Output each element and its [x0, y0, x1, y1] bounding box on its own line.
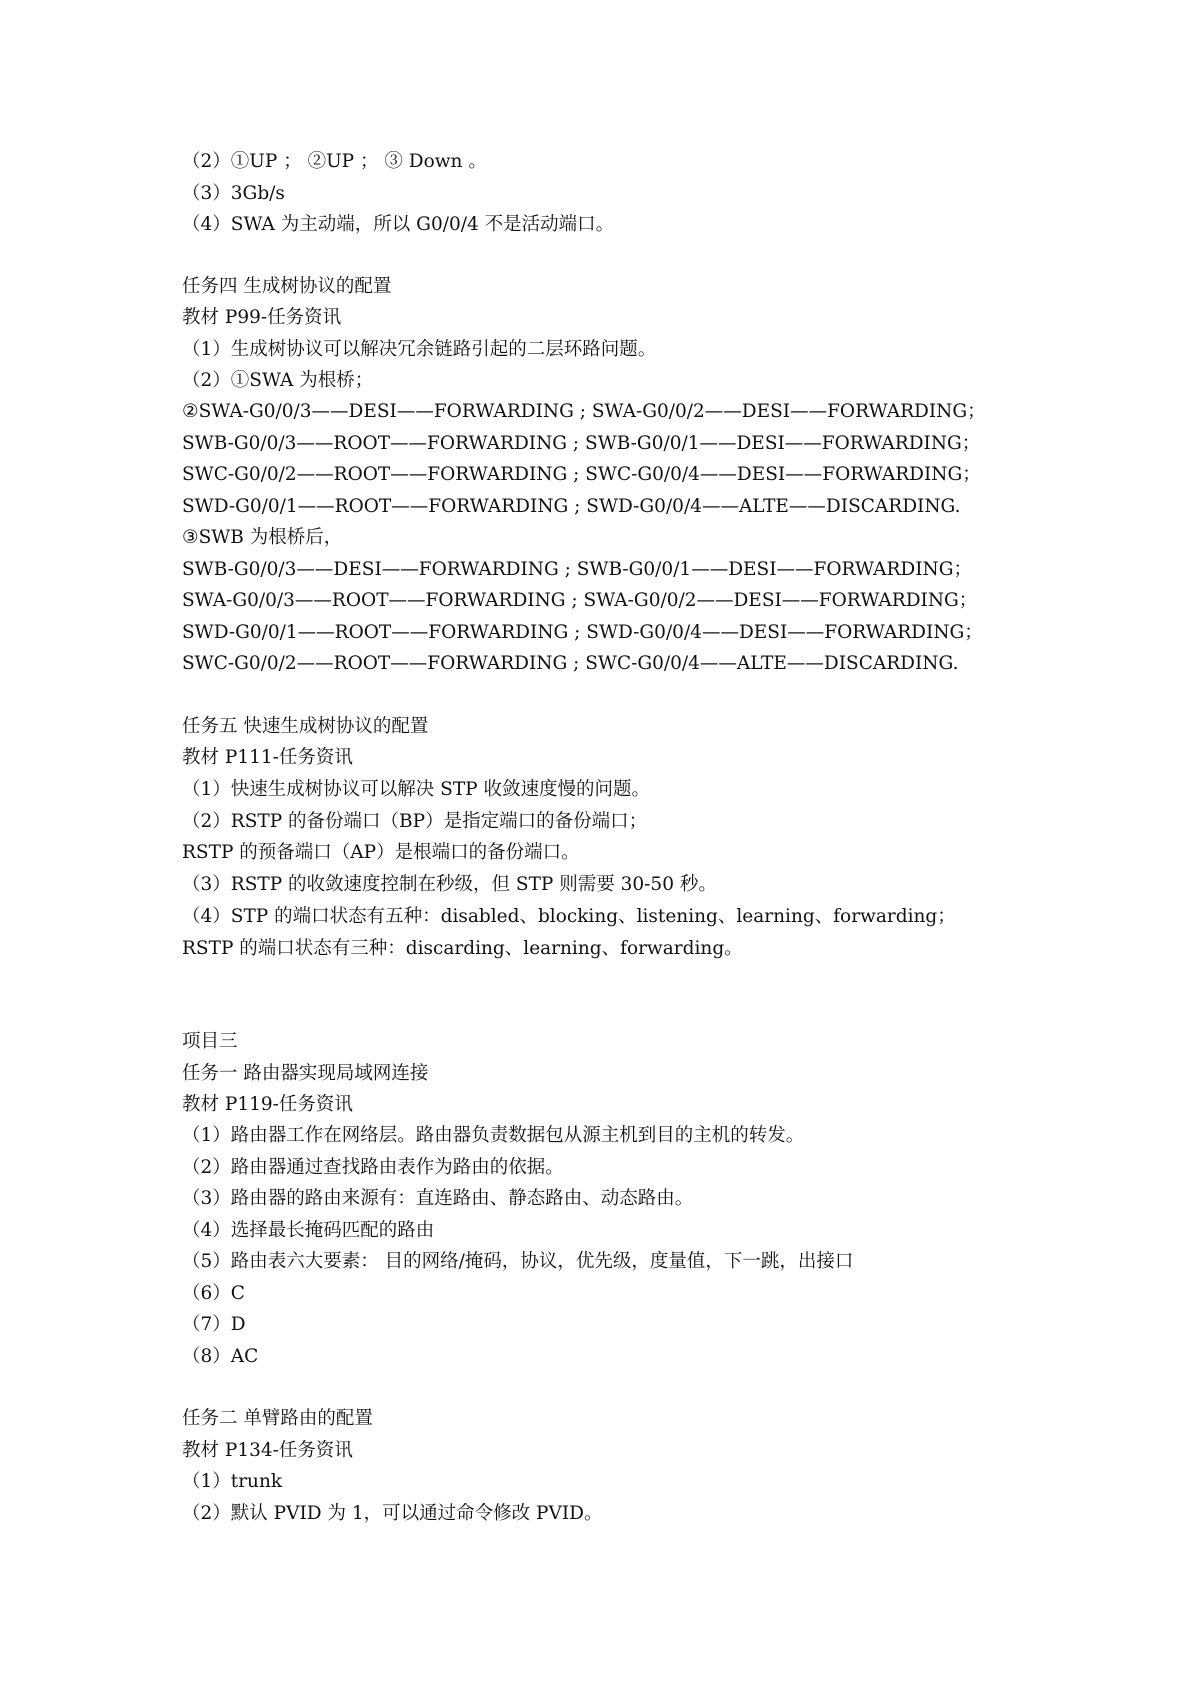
textbook-reference: 教材 P99-任务资讯	[182, 307, 342, 328]
port-state-line: SWB-G0/0/3——DESI——FORWARDING ; SWB-G0/0/1——DESI——FORWARDING；	[182, 559, 973, 580]
port-state-line: SWB-G0/0/3——ROOT——FORWARDING ; SWB-G0/0/1——DESI——FORWARDING；	[182, 433, 981, 454]
text-line: （6）C	[182, 1283, 245, 1304]
text-line: （4）选择最长掩码匹配的路由	[182, 1220, 435, 1241]
text-line: （1）trunk	[182, 1471, 283, 1492]
text-line: （4）SWA 为主动端，所以 G0/0/4 不是活动端口。	[182, 214, 615, 235]
port-state-line: ②SWA-G0/0/3——DESI——FORWARDING ; SWA-G0/0/2——DESI——FORWARDING；	[182, 401, 986, 422]
project-heading: 项目三	[182, 1031, 238, 1052]
text-line: （1）路由器工作在网络层。路由器负责数据包从源主机到目的主机的转发。	[182, 1125, 805, 1146]
text-line: （1）快速生成树协议可以解决 STP 收敛速度慢的问题。	[182, 779, 650, 800]
textbook-reference: 教材 P134-任务资讯	[182, 1440, 353, 1461]
text-line: ③SWB 为根桥后，	[182, 527, 343, 548]
text-line: （2）①SWA 为根桥；	[182, 370, 374, 391]
text-line: （7）D	[182, 1314, 246, 1335]
text-line: （1）生成树协议可以解决冗余链路引起的二层环路问题。	[182, 339, 657, 360]
section-heading: 任务二 单臂路由的配置	[182, 1408, 373, 1429]
port-state-line: SWC-G0/0/2——ROOT——FORWARDING ; SWC-G0/0/4——ALTE——DISCARDING.	[182, 653, 959, 674]
text-line: （8）AC	[182, 1346, 259, 1367]
textbook-reference: 教材 P111-任务资讯	[182, 747, 353, 768]
text-line: （5）路由表六大要素： 目的网络/掩码，协议，优先级，度量值，下一跳，出接口	[182, 1251, 854, 1272]
text-line: （2）①UP ； ②UP ； ③ Down 。	[182, 151, 487, 172]
text-line: （2）RSTP 的备份端口（BP）是指定端口的备份端口；	[182, 811, 648, 832]
section-heading: 任务一 路由器实现局域网连接	[182, 1063, 429, 1084]
section-heading: 任务四 生成树协议的配置	[182, 276, 392, 297]
text-line: RSTP 的端口状态有三种：discarding、learning、forwarding。	[182, 938, 743, 959]
section-heading: 任务五 快速生成树协议的配置	[182, 716, 429, 737]
port-state-line: SWA-G0/0/3——ROOT——FORWARDING ; SWA-G0/0/2——DESI——FORWARDING；	[182, 590, 978, 611]
text-line: （3）3Gb/s	[182, 183, 285, 204]
text-line: （4）STP 的端口状态有五种：disabled、blocking、listening、learning、forwarding；	[182, 906, 956, 927]
port-state-line: SWD-G0/0/1——ROOT——FORWARDING ; SWD-G0/0/4——ALTE——DISCARDING.	[182, 496, 961, 517]
port-state-line: SWC-G0/0/2——ROOT——FORWARDING ; SWC-G0/0/4——DESI——FORWARDING；	[182, 464, 981, 485]
textbook-reference: 教材 P119-任务资讯	[182, 1094, 353, 1115]
text-line: （3）路由器的路由来源有：直连路由、静态路由、动态路由。	[182, 1188, 694, 1209]
text-line: （2）默认 PVID 为 1，可以通过命令修改 PVID。	[182, 1503, 603, 1524]
text-line: （2）路由器通过查找路由表作为路由的依据。	[182, 1157, 564, 1178]
text-line: （3）RSTP 的收敛速度控制在秒级，但 STP 则需要 30-50 秒。	[182, 874, 717, 895]
text-line: RSTP 的预备端口（AP）是根端口的备份端口。	[182, 842, 580, 863]
port-state-line: SWD-G0/0/1——ROOT——FORWARDING ; SWD-G0/0/4——DESI——FORWARDING；	[182, 622, 983, 643]
